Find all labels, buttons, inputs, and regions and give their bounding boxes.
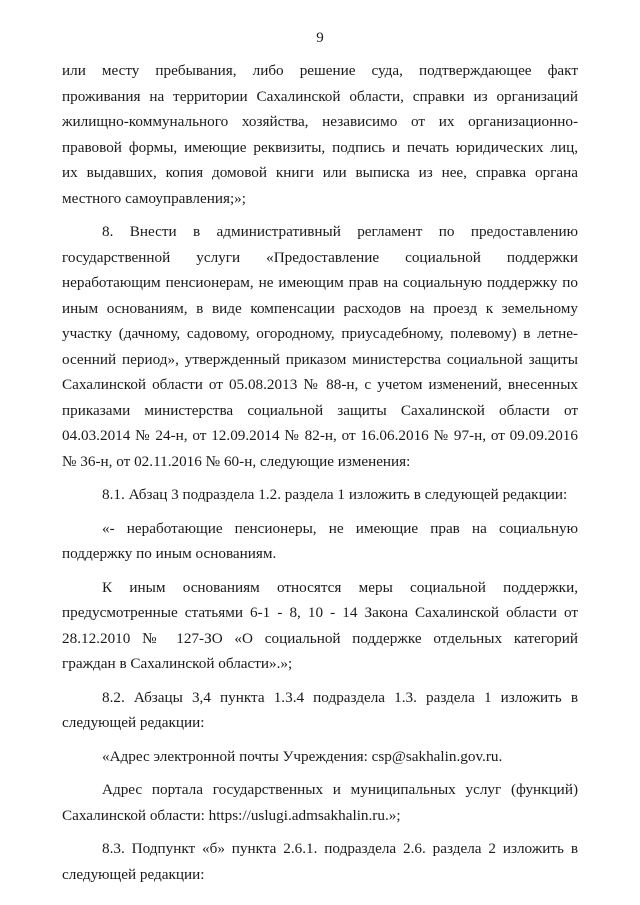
text-line: 8.3. Подпункт «б» пункта 2.6.1. подраздела 2.6. раздела 2 изложить в [102,840,578,857]
paragraph [62,516,578,567]
text-line: № 36-н, от 02.11.2016 № 60-н, следующие изменения: [62,452,411,470]
text-line: местного самоуправления;»; [62,189,246,207]
text-line: 8.2. Абзацы 3,4 пункта 1.3.4 подраздела 1.3. раздела 1 изложить в [102,688,578,706]
document-body [62,58,578,895]
text-line: 28.12.2010 № 127-ЗО «О социальной поддержке отдельных категорий [62,629,578,647]
paragraph [62,685,578,736]
text-line: проживания на территории Сахалинской области, справки из организаций [62,87,578,105]
paragraph [62,58,578,211]
text-line: предусмотренные статьями 6-1 - 8, 10 - 14 Закона Сахалинской области от [62,604,578,621]
text-line: неработающим пенсионерам, не имеющим прав на социальную поддержку по [62,274,578,291]
text-line: государственной услуги «Предоставление социальной поддержки [62,248,578,266]
text-line: участку (дачному, садовому, огородному, приусадебному, полевому) в летне- [62,325,578,342]
text-line: иным основаниям, в виде компенсации расходов на проезд к земельному [62,299,578,317]
text-line: следующей редакции: [62,865,205,883]
text-line: «- неработающие пенсионеры, не имеющие прав на социальную [102,519,578,537]
text-line: «Адрес электронной почты Учреждения: csp@sakhalin.gov.ru. [102,747,503,765]
text-line: граждан в Сахалинской области».»; [62,655,293,672]
paragraph [62,482,578,508]
text-line: 04.03.2014 № 24-н, от 12.09.2014 № 82-н, от 16.06.2016 № 97-н, от 09.09.2016 [62,427,578,444]
text-line: жилищно-коммунального хозяйства, независимо от их организационно- [62,113,578,130]
text-line: 8. Внести в административный регламент по предоставлению [102,223,578,240]
text-line: правовой формы, имеющие реквизиты, подпись и печать юридических лиц, [62,138,578,156]
text-line: Сахалинской области от 05.08.2013 № 88-н, с учетом изменений, внесенных [62,376,578,393]
paragraph [62,777,578,828]
text-line: следующей редакции: [62,714,205,731]
page-number: 9 [316,30,324,46]
paragraph [62,836,578,887]
text-line: или месту пребывания, либо решение суда, подтверждающее факт [62,62,578,79]
paragraph [62,744,578,770]
text-line: их выдавших, копия домовой книги или выписка из нее, справка органа [62,164,578,181]
text-line: Адрес портала государственных и муниципальных услуг (функций) [102,781,578,798]
text-line: осенний период», утвержденный приказом министерства социальной защиты [62,350,578,368]
text-line: 8.1. Абзац 3 подраздела 1.2. раздела 1 изложить в следующей редакции: [102,486,568,503]
paragraph [62,575,578,677]
text-line: К иным основаниям относятся меры социальной поддержки, [102,578,578,596]
paragraph [62,219,578,474]
text-line: Сахалинской области: https://uslugi.admsakhalin.ru.»; [62,806,401,824]
text-line: поддержку по иным основаниям. [62,545,277,562]
text-line: приказами министерства социальной защиты Сахалинской области от [62,401,578,419]
